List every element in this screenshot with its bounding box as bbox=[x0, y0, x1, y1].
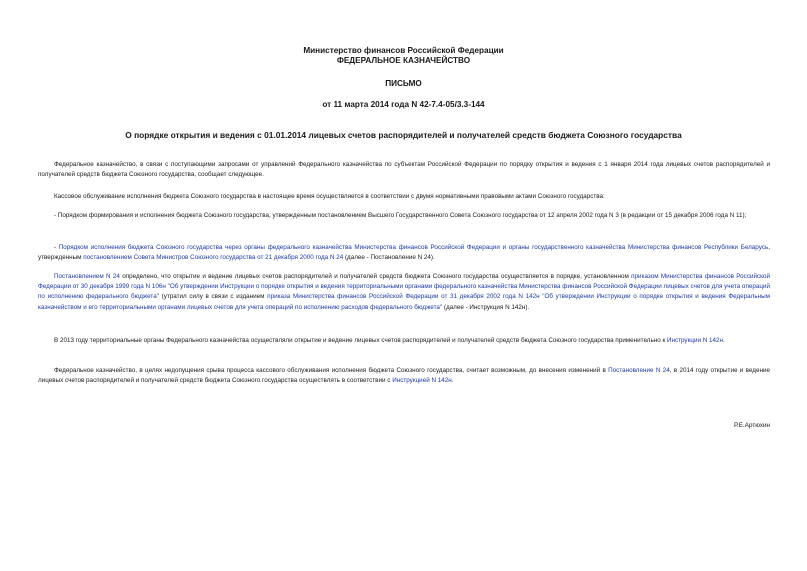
document-reference: от 11 марта 2014 года N 42-7.4-05/3.3-144 bbox=[322, 100, 485, 109]
text-segment: , в 2014 году открытие и ведение лицевых счетов распорядителей и получателей средств бюджета Союзного государства осуществлять в соответствии с bbox=[38, 367, 770, 385]
link-execution-procedure[interactable]: Порядком исполнения бюджета Союзного государства через органы федерального казначейства Министерства финансов Российской Федерации и органы государственного казначейства Министерства финансов Республики Беларусь bbox=[58, 244, 769, 251]
text-segment: . bbox=[451, 377, 454, 385]
link-order-142n[interactable]: приказа Министерства финансов Российской Федерации от 31 декабря 2002 года N 142н "Об утверждении Инструкции о порядке открытия и ведения Федеральным казначейством и его территориальными органами лицевых счетов для учета операций по исполнению расходов федерального бюджета" bbox=[38, 293, 770, 311]
agency-title: ФЕДЕРАЛЬНОЕ КАЗНАЧЕЙСТВО bbox=[336, 56, 471, 65]
text-segment: (утратил силу в связи с изданием bbox=[158, 293, 268, 301]
paragraph-procedure-formation: - Порядком формирования и исполнения бюджета Союзного государства, утвержденным постановлением Высшего Государственного Совета Союзного государства от 12 апреля 2002 года N 3 (в редакции от 15 декабря 2006 года N 11); bbox=[54, 212, 747, 219]
text-segment: (далее - Постановление N 24). bbox=[343, 254, 435, 262]
text-segment: В 2013 году территориальные органы Федерального казначейства осуществляли открытие и ведение лицевых счетов распорядителей и получателей средств бюджета Союзного государства применительно к bbox=[54, 337, 667, 344]
text-segment: Федеральное казначейство, в целях недопущения срыва процесса кассового обслуживания исполнения бюджета Союзного государства, считает возможным, до внесения изменений в bbox=[54, 367, 609, 374]
link-resolution-24-short[interactable]: Постановлением N 24 bbox=[54, 273, 120, 280]
paragraph-2013 bbox=[38, 336, 770, 346]
paragraph-intro: Федеральное казначейство, в связи с поступающими запросами от управлений Федерального казначейства по субъектам Российской Федерации по порядку открытия и ведения с 1 января 2014 года лицевых счетов распорядителей и получателей средств бюджета Союзного государства, сообщает следующее. bbox=[38, 161, 770, 179]
text-segment: , утвержденным bbox=[38, 244, 770, 262]
text-segment: (далее - Инструкция N 142н). bbox=[442, 303, 530, 311]
ministry-title: Министерство финансов Российской Федерации bbox=[303, 46, 504, 55]
paragraph-2014 bbox=[38, 366, 770, 386]
link-resolution-24[interactable]: постановлением Совета Министров Союзного государства от 21 декабря 2000 года N 24 bbox=[83, 254, 344, 262]
link-resolution-24-amend[interactable]: Постановление N 24 bbox=[608, 367, 670, 374]
text-segment: определено, что открытие и ведение лицевых счетов распорядителей и получателей средств бюджета Союзного государства осуществляется в порядке, установленном bbox=[119, 273, 632, 280]
link-instruction-142n[interactable]: Инструкции N 142н bbox=[666, 337, 724, 344]
text-segment: . bbox=[723, 337, 725, 344]
paragraph-legal-basis: Кассовое обслуживание исполнения бюджета Союзного государства в настоящее время осуществляется в соответствии с двумя нормативными правовыми актами Союзного государства: bbox=[54, 193, 605, 200]
text-segment: - bbox=[54, 244, 59, 251]
link-order-106n[interactable]: приказом Министерства финансов Российской Федерации от 30 декабря 1999 года N 106н "Об утверждении Инструкции о порядке открытия и ведения территориальными органами федерального казначейства Министерства финансов Российской Федерации лицевых счетов для учета операций по исполнению федерального бюджета" bbox=[38, 273, 770, 301]
document-subject: О порядке открытия и ведения с 01.01.2014 лицевых счетов распорядителей и получателей средств бюджета Союзного государства bbox=[125, 130, 682, 140]
signature: Р.Е.Артюхин bbox=[734, 422, 770, 429]
paragraph-resolution-details bbox=[38, 272, 770, 313]
link-instruction-142n-final[interactable]: Инструкцией N 142н bbox=[392, 377, 452, 385]
document-type: ПИСЬМО bbox=[385, 79, 422, 88]
paragraph-procedure-execution bbox=[38, 243, 770, 263]
